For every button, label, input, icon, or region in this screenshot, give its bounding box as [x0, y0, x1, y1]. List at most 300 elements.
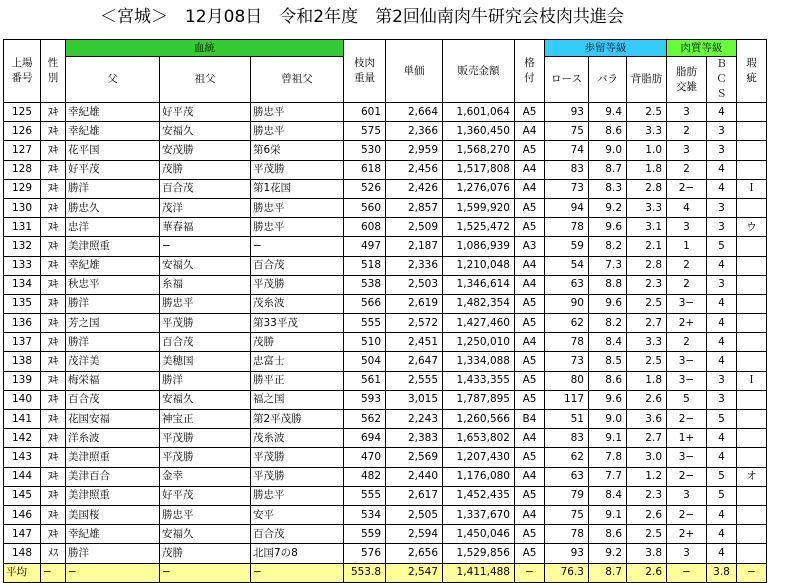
cell-rib: 8.6	[589, 122, 627, 141]
cell-back-fat: 1.0	[627, 141, 667, 160]
cell-back-fat: 3.0	[627, 448, 667, 467]
cell-lot: 134	[4, 275, 41, 294]
cell-great-grandfather: 勝忠平	[251, 198, 344, 217]
cell-sale-amount: 1,337,670	[443, 505, 515, 524]
cell-weight: 553.8	[344, 563, 386, 582]
cell-marbling: 2	[667, 256, 707, 275]
cell-grandfather: 平茂勝	[160, 314, 251, 333]
table-row	[4, 103, 767, 122]
header-bcs: Ｂ Ｃ Ｓ	[707, 57, 737, 103]
cell-defect	[737, 314, 767, 333]
cell-sale-amount: 1,427,460	[443, 314, 515, 333]
cell-sale-amount: 1,276,076	[443, 179, 515, 198]
cell-sale-amount: 1,433,355	[443, 371, 515, 390]
cell-defect	[737, 122, 767, 141]
cell-great-grandfather: 茂勝	[251, 333, 344, 352]
cell-lot: 127	[4, 141, 41, 160]
cell-sale-amount: 1,210,048	[443, 256, 515, 275]
cell-back-fat: 2.5	[627, 103, 667, 122]
cell-father: 好平茂	[66, 160, 160, 179]
cell-grandfather: 美穂国	[160, 352, 251, 371]
cell-loin: 62	[545, 314, 589, 333]
cell-marbling: 2	[667, 333, 707, 352]
table-row	[4, 371, 767, 390]
cell-bcs: 3	[707, 218, 737, 237]
cell-loin: 59	[545, 237, 589, 256]
cell-loin: 76.3	[545, 563, 589, 582]
page-title: ＜宮城＞ 12月08日 令和2年度 第2回仙南肉牛研究会枝肉共進会	[100, 7, 624, 27]
table-row	[4, 505, 767, 524]
cell-back-fat: 3.8	[627, 544, 667, 563]
cell-loin: 83	[545, 160, 589, 179]
cell-father: 美津百合	[66, 467, 160, 486]
cell-great-grandfather: 北国7の8	[251, 544, 344, 563]
cell-grade: A5	[515, 198, 545, 217]
cell-father: 百合茂	[66, 390, 160, 409]
table-row	[4, 544, 767, 563]
cell-grade: A5	[515, 141, 545, 160]
cell-sale-amount: 1,601,064	[443, 103, 515, 122]
cell-rib: 9.4	[589, 103, 627, 122]
cell-sale-amount: 1,450,046	[443, 525, 515, 544]
header-back-fat: 背脂肪	[627, 57, 667, 103]
table-row	[4, 429, 767, 448]
cell-back-fat: 2.3	[627, 486, 667, 505]
cell-defect	[737, 448, 767, 467]
cell-weight: 694	[344, 429, 386, 448]
cell-grandfather: −	[160, 237, 251, 256]
cell-grade: A5	[515, 525, 545, 544]
header-grandfather: 祖父	[160, 57, 251, 103]
cell-sex: ﾇｷ	[41, 160, 66, 179]
cell-lot: 126	[4, 122, 41, 141]
cell-bcs: 4	[707, 544, 737, 563]
cell-sex: ﾇｷ	[41, 122, 66, 141]
cell-marbling: 2	[667, 275, 707, 294]
cell-lot: 平均	[4, 563, 41, 582]
header-pedigree: 血統	[66, 40, 344, 57]
cell-grade: A4	[515, 275, 545, 294]
cell-defect	[737, 486, 767, 505]
cell-back-fat: 2.6	[627, 505, 667, 524]
cell-sale-amount: 1,482,354	[443, 294, 515, 313]
cell-grandfather: 百合茂	[160, 333, 251, 352]
cell-grandfather: 勝忠平	[160, 294, 251, 313]
cell-sex: ﾇｷ	[41, 390, 66, 409]
cell-sex: −	[41, 563, 66, 582]
cell-back-fat: 2.8	[627, 256, 667, 275]
cell-great-grandfather: 平茂勝	[251, 467, 344, 486]
cell-back-fat: 3.1	[627, 218, 667, 237]
table-row	[4, 486, 767, 505]
cell-sale-amount: 1,517,808	[443, 160, 515, 179]
cell-loin: 51	[545, 410, 589, 429]
cell-unit-price: 2,509	[386, 218, 443, 237]
cell-great-grandfather: 第1花国	[251, 179, 344, 198]
cell-loin: 74	[545, 141, 589, 160]
cell-father: 幸紀雄	[66, 122, 160, 141]
cell-loin: 93	[545, 544, 589, 563]
cell-bcs: 5	[707, 486, 737, 505]
cell-sex: ﾇｷ	[41, 237, 66, 256]
cell-great-grandfather: 福之国	[251, 390, 344, 409]
table-row	[4, 237, 767, 256]
cell-unit-price: 2,594	[386, 525, 443, 544]
cell-grade: A5	[515, 103, 545, 122]
cell-lot: 145	[4, 486, 41, 505]
cell-father: 美津照重	[66, 448, 160, 467]
cell-defect: ウ	[737, 218, 767, 237]
cell-unit-price: 2,440	[386, 467, 443, 486]
cell-marbling: 3−	[667, 448, 707, 467]
cell-defect	[737, 429, 767, 448]
cell-father: 茂洋美	[66, 352, 160, 371]
cell-weight: 538	[344, 275, 386, 294]
cell-loin: 94	[545, 198, 589, 217]
cell-sale-amount: 1,452,435	[443, 486, 515, 505]
cell-grandfather: 安福久	[160, 122, 251, 141]
cell-grade: A5	[515, 218, 545, 237]
cell-grandfather: 神宝正	[160, 410, 251, 429]
cell-father: 勝洋	[66, 179, 160, 198]
cell-marbling: 4	[667, 198, 707, 217]
cell-grade: A5	[515, 294, 545, 313]
cell-weight: 526	[344, 179, 386, 198]
cell-marbling: 3−	[667, 371, 707, 390]
cell-loin: 75	[545, 505, 589, 524]
cell-lot: 135	[4, 294, 41, 313]
cell-marbling: 1+	[667, 429, 707, 448]
cell-bcs: 4	[707, 256, 737, 275]
cell-back-fat: 2.6	[627, 390, 667, 409]
cell-father: 勝洋	[66, 294, 160, 313]
cell-great-grandfather: 平茂勝	[251, 275, 344, 294]
cell-grandfather: 安福久	[160, 256, 251, 275]
cell-back-fat: 3.3	[627, 198, 667, 217]
header-great-grandfather: 曾祖父	[251, 57, 344, 103]
cell-defect	[737, 410, 767, 429]
cell-defect	[737, 390, 767, 409]
cell-rib: 7.8	[589, 448, 627, 467]
cell-defect: オ	[737, 467, 767, 486]
cell-lot: 139	[4, 371, 41, 390]
cell-grade: A5	[515, 544, 545, 563]
cell-sex: ﾇｷ	[41, 256, 66, 275]
cell-lot: 147	[4, 525, 41, 544]
cell-father: 幸紀雄	[66, 103, 160, 122]
cell-sex: ﾇｷ	[41, 467, 66, 486]
cell-defect	[737, 103, 767, 122]
cell-lot: 141	[4, 410, 41, 429]
cell-lot: 146	[4, 505, 41, 524]
cell-bcs: 4	[707, 179, 737, 198]
cell-defect	[737, 256, 767, 275]
cell-grade: −	[515, 563, 545, 582]
cell-marbling: 3	[667, 486, 707, 505]
cell-weight: 575	[344, 122, 386, 141]
cell-great-grandfather: 勝忠平	[251, 103, 344, 122]
cell-unit-price: 2,503	[386, 275, 443, 294]
cell-marbling: 2−	[667, 505, 707, 524]
cell-marbling: 2−	[667, 179, 707, 198]
cell-defect: Ｉ	[737, 371, 767, 390]
cell-weight: 562	[344, 410, 386, 429]
cell-bcs: 4	[707, 429, 737, 448]
cell-great-grandfather: 百合茂	[251, 256, 344, 275]
cell-sale-amount: 1,086,939	[443, 237, 515, 256]
cell-bcs: 4	[707, 103, 737, 122]
cell-defect: −	[737, 563, 767, 582]
cell-unit-price: 2,664	[386, 103, 443, 122]
cell-unit-price: 2,336	[386, 256, 443, 275]
cell-loin: 93	[545, 103, 589, 122]
cell-defect	[737, 544, 767, 563]
header-marbling: 脂肪 交雑	[667, 57, 707, 103]
cell-loin: 117	[545, 390, 589, 409]
cell-father: 洋糸波	[66, 429, 160, 448]
cell-grandfather: 好平茂	[160, 486, 251, 505]
cell-bcs: 5	[707, 467, 737, 486]
cell-grandfather: 勝忠平	[160, 505, 251, 524]
table-row	[4, 218, 767, 237]
cell-weight: 555	[344, 314, 386, 333]
cell-bcs: 4	[707, 294, 737, 313]
cell-marbling: 3−	[667, 294, 707, 313]
cell-weight: 618	[344, 160, 386, 179]
cell-weight: 470	[344, 448, 386, 467]
cell-back-fat: 1.2	[627, 467, 667, 486]
cell-grade: A4	[515, 160, 545, 179]
header-grade: 格 付	[515, 40, 545, 103]
cell-father: 秋忠平	[66, 275, 160, 294]
cell-back-fat: 2.1	[627, 237, 667, 256]
cell-grandfather: 糸福	[160, 275, 251, 294]
cell-great-grandfather: −	[251, 563, 344, 582]
cell-bcs: 4	[707, 525, 737, 544]
cell-bcs: 3	[707, 198, 737, 217]
cell-sex: ﾇｷ	[41, 486, 66, 505]
cell-weight: 559	[344, 525, 386, 544]
cell-unit-price: 2,505	[386, 505, 443, 524]
cell-unit-price: 2,383	[386, 429, 443, 448]
cell-grade: B4	[515, 410, 545, 429]
cell-bcs: 4	[707, 505, 737, 524]
cell-sex: ﾇｷ	[41, 314, 66, 333]
cell-loin: 83	[545, 429, 589, 448]
cell-sale-amount: 1,260,566	[443, 410, 515, 429]
cell-lot: 144	[4, 467, 41, 486]
cell-grade: A4	[515, 333, 545, 352]
cell-unit-price: 2,617	[386, 486, 443, 505]
cell-unit-price: 2,366	[386, 122, 443, 141]
cell-marbling: 2	[667, 122, 707, 141]
cell-weight: 561	[344, 371, 386, 390]
cell-unit-price: 2,555	[386, 371, 443, 390]
cell-grandfather: 安茂勝	[160, 141, 251, 160]
header-unit-price: 単価	[386, 40, 443, 103]
cell-rib: 9.6	[589, 390, 627, 409]
table-row	[4, 141, 767, 160]
cell-loin: 79	[545, 486, 589, 505]
cell-great-grandfather: 第33平茂	[251, 314, 344, 333]
cell-sex: ﾇｷ	[41, 103, 66, 122]
cell-lot: 148	[4, 544, 41, 563]
cell-lot: 133	[4, 256, 41, 275]
cell-weight: 530	[344, 141, 386, 160]
cell-bcs: 3	[707, 141, 737, 160]
cell-father: 美津照重	[66, 486, 160, 505]
cell-great-grandfather: 平茂勝	[251, 160, 344, 179]
cell-rib: 8.5	[589, 352, 627, 371]
cell-grade: A4	[515, 256, 545, 275]
header-sex: 性 別	[41, 40, 66, 103]
cell-father: 花平国	[66, 141, 160, 160]
cell-rib: 8.4	[589, 486, 627, 505]
cell-loin: 63	[545, 275, 589, 294]
cell-lot: 132	[4, 237, 41, 256]
cell-sex: ﾇｷ	[41, 275, 66, 294]
carcass-results-table	[3, 39, 767, 583]
cell-rib: 8.3	[589, 179, 627, 198]
cell-sex: ﾇｷ	[41, 141, 66, 160]
cell-grandfather: 茂洋	[160, 198, 251, 217]
cell-marbling: 2+	[667, 525, 707, 544]
cell-sale-amount: 1,346,614	[443, 275, 515, 294]
cell-bcs: 3	[707, 371, 737, 390]
cell-defect	[737, 141, 767, 160]
cell-weight: 608	[344, 218, 386, 237]
cell-marbling: 1	[667, 237, 707, 256]
cell-rib: 8.7	[589, 160, 627, 179]
cell-rib: 8.2	[589, 314, 627, 333]
cell-rib: 8.4	[589, 333, 627, 352]
cell-marbling: 3−	[667, 352, 707, 371]
cell-defect	[737, 237, 767, 256]
cell-unit-price: 2,187	[386, 237, 443, 256]
cell-grade: A4	[515, 505, 545, 524]
cell-defect	[737, 275, 767, 294]
cell-great-grandfather: 百合茂	[251, 525, 344, 544]
header-loin: ロース	[545, 57, 589, 103]
cell-sex: ﾒｽ	[41, 544, 66, 563]
cell-father: 幸紀雄	[66, 256, 160, 275]
cell-grandfather: 茂勝	[160, 544, 251, 563]
cell-bcs: 4	[707, 314, 737, 333]
cell-rib: 9.1	[589, 429, 627, 448]
table-row	[4, 122, 767, 141]
cell-sale-amount: 1,787,895	[443, 390, 515, 409]
cell-loin: 78	[545, 218, 589, 237]
cell-sale-amount: 1,207,430	[443, 448, 515, 467]
cell-grade: A5	[515, 390, 545, 409]
cell-defect	[737, 294, 767, 313]
table-row	[4, 410, 767, 429]
cell-sale-amount: 1,529,856	[443, 544, 515, 563]
cell-back-fat: 2.3	[627, 275, 667, 294]
cell-lot: 143	[4, 448, 41, 467]
header-defect: 瑕 疵	[737, 40, 767, 103]
cell-unit-price: 3,015	[386, 390, 443, 409]
cell-rib: 7.3	[589, 256, 627, 275]
cell-grade: A5	[515, 314, 545, 333]
average-row	[4, 563, 767, 582]
cell-lot: 138	[4, 352, 41, 371]
cell-marbling: −	[667, 563, 707, 582]
cell-sex: ﾇｷ	[41, 505, 66, 524]
cell-sale-amount: 1,411,488	[443, 563, 515, 582]
cell-sale-amount: 1,360,450	[443, 122, 515, 141]
cell-loin: 90	[545, 294, 589, 313]
cell-sex: ﾇｷ	[41, 525, 66, 544]
table-row	[4, 467, 767, 486]
header-quality-group: 肉質等級	[667, 40, 737, 57]
cell-marbling: 2−	[667, 410, 707, 429]
cell-back-fat: 3.6	[627, 410, 667, 429]
cell-back-fat: 1.8	[627, 371, 667, 390]
cell-father: 勝忠久	[66, 198, 160, 217]
cell-bcs: 4	[707, 333, 737, 352]
cell-sale-amount: 1,653,802	[443, 429, 515, 448]
table-row	[4, 294, 767, 313]
cell-marbling: 3	[667, 218, 707, 237]
cell-great-grandfather: 忠富士	[251, 352, 344, 371]
cell-loin: 75	[545, 122, 589, 141]
cell-lot: 130	[4, 198, 41, 217]
cell-rib: 8.8	[589, 275, 627, 294]
cell-father: 忠洋	[66, 218, 160, 237]
cell-sex: ﾇｷ	[41, 429, 66, 448]
cell-weight: 560	[344, 198, 386, 217]
cell-unit-price: 2,451	[386, 333, 443, 352]
cell-unit-price: 2,857	[386, 198, 443, 217]
cell-weight: 482	[344, 467, 386, 486]
table-row	[4, 448, 767, 467]
cell-grandfather: 茂勝	[160, 160, 251, 179]
cell-back-fat: 2.5	[627, 294, 667, 313]
cell-rib: 8.6	[589, 371, 627, 390]
cell-rib: 7.7	[589, 467, 627, 486]
cell-grandfather: −	[160, 563, 251, 582]
cell-back-fat: 1.8	[627, 160, 667, 179]
cell-father: 美津照重	[66, 237, 160, 256]
cell-bcs: 3	[707, 122, 737, 141]
table-row	[4, 525, 767, 544]
cell-loin: 62	[545, 448, 589, 467]
cell-unit-price: 2,959	[386, 141, 443, 160]
cell-loin: 54	[545, 256, 589, 275]
cell-great-grandfather: −	[251, 237, 344, 256]
cell-father: 梅栄福	[66, 371, 160, 390]
cell-marbling: 2+	[667, 314, 707, 333]
cell-lot: 131	[4, 218, 41, 237]
cell-grade: A4	[515, 122, 545, 141]
cell-rib: 9.0	[589, 141, 627, 160]
cell-lot: 129	[4, 179, 41, 198]
cell-sale-amount: 1,568,270	[443, 141, 515, 160]
cell-rib: 8.2	[589, 237, 627, 256]
cell-back-fat: 3.3	[627, 122, 667, 141]
cell-sex: ﾇｷ	[41, 371, 66, 390]
cell-sex: ﾇｷ	[41, 218, 66, 237]
cell-sex: ﾇｷ	[41, 198, 66, 217]
cell-lot: 128	[4, 160, 41, 179]
cell-defect	[737, 333, 767, 352]
cell-bcs: 4	[707, 448, 737, 467]
cell-grandfather: 百合茂	[160, 179, 251, 198]
cell-loin: 78	[545, 333, 589, 352]
cell-loin: 73	[545, 352, 589, 371]
cell-unit-price: 2,456	[386, 160, 443, 179]
